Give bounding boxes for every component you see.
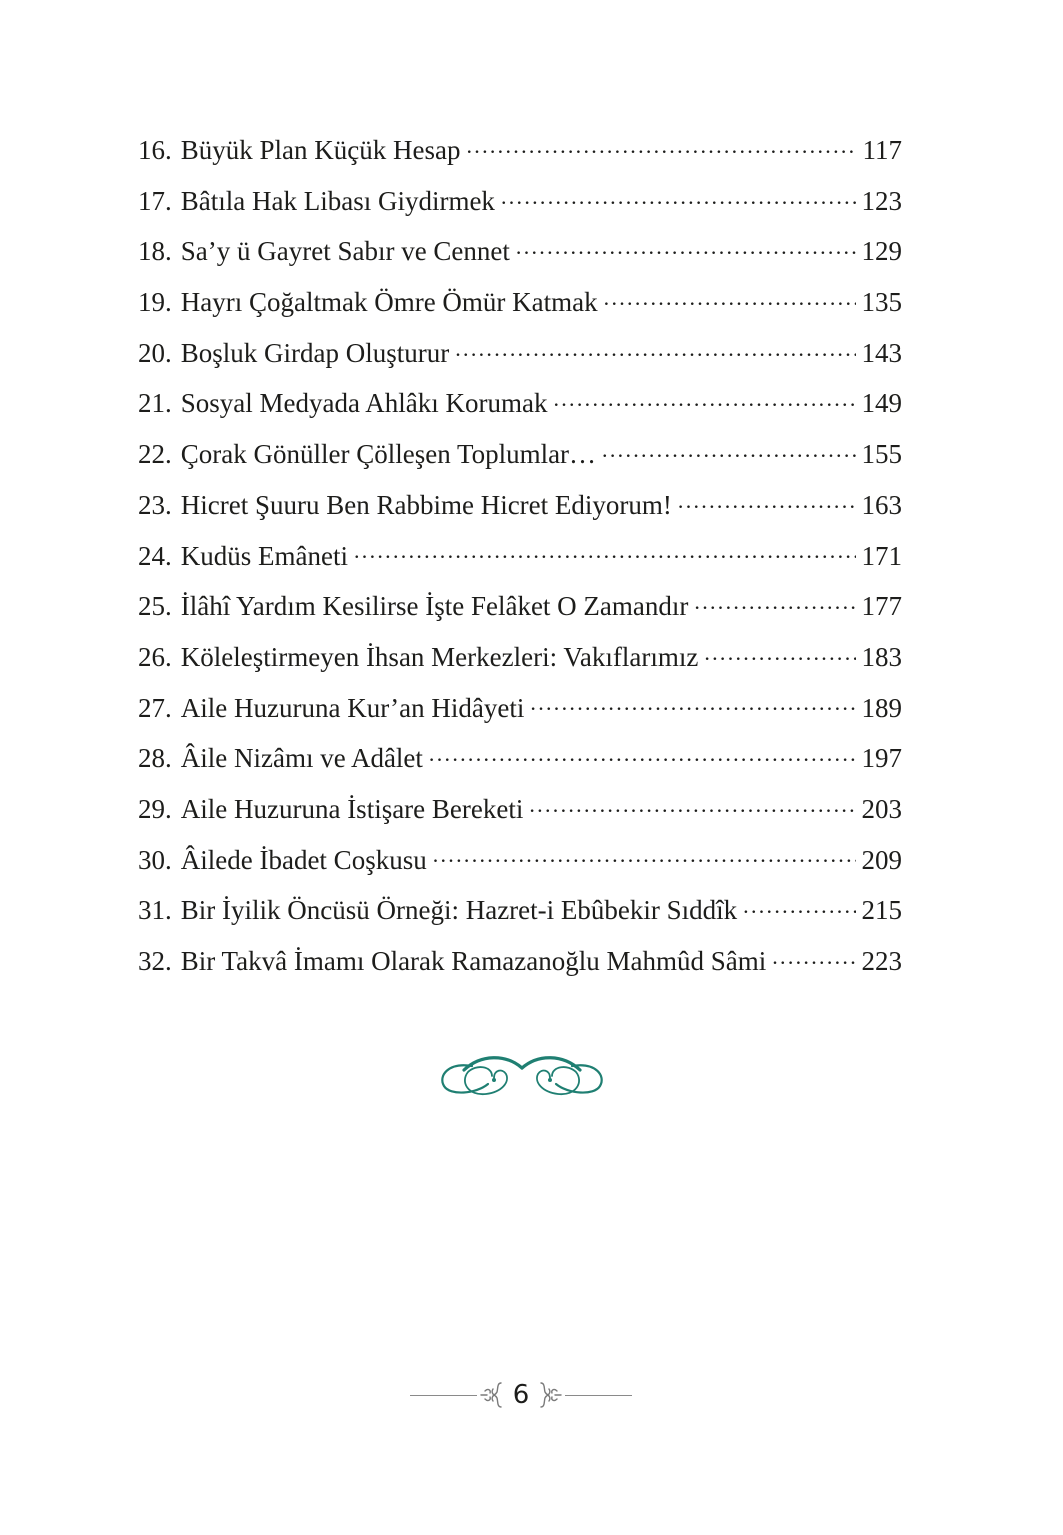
toc-entry[interactable]	[138, 128, 902, 179]
toc-entry-title: Bâtıla Hak Libası Giydirmek	[180, 185, 495, 216]
toc-entry-title: Aile Huzuruna İstişare Bereketi	[180, 793, 524, 824]
toc-entry[interactable]	[138, 787, 902, 838]
toc-entry-number: 18.	[138, 236, 172, 267]
dot-leader	[553, 385, 856, 412]
toc-entry-title: Âilede İbadet Coşkusu	[180, 844, 427, 875]
toc-entry-title: Bir İyilik Öncüsü Örneği: Hazret-i Ebûbekir Sıddîk	[180, 895, 738, 926]
bracket-flourish-right-icon	[537, 1380, 563, 1410]
dot-leader	[429, 740, 856, 767]
page-number: 6	[512, 1380, 530, 1410]
dot-leader	[694, 588, 856, 615]
toc-entry-number: 25.	[138, 591, 172, 622]
toc-entry-number: 26.	[138, 641, 172, 672]
toc-entry-number: 27.	[138, 692, 172, 723]
toc-entry-title: Âile Nizâmı ve Adâlet	[180, 743, 423, 774]
dot-leader	[743, 892, 856, 919]
toc-entry-title: Aile Huzuruna Kur’an Hidâyeti	[180, 692, 525, 723]
toc-entry[interactable]	[138, 381, 902, 432]
toc-entry-title: Boşluk Girdap Oluşturur	[180, 337, 450, 368]
dot-leader	[772, 943, 856, 970]
toc-entry[interactable]	[138, 483, 902, 534]
dot-leader	[604, 284, 856, 311]
toc-entry-title: Bir Takvâ İmamı Olarak Ramazanoğlu Mahmûd Sâmi	[180, 946, 767, 976]
bracket-flourish-left-icon	[479, 1380, 505, 1410]
footer-divider-left	[410, 1395, 477, 1396]
toc-entry-number: 31.	[138, 895, 172, 926]
toc-entry-page: 155	[861, 439, 902, 470]
toc-entry-page: 143	[861, 337, 902, 368]
toc-entry-page: 171	[861, 540, 902, 571]
toc-entry-page: 123	[861, 185, 902, 216]
dot-leader	[466, 132, 856, 159]
toc-entry-page: 209	[861, 844, 902, 875]
dot-leader	[354, 538, 856, 565]
toc-entry-page: 203	[861, 793, 902, 824]
dot-leader	[704, 639, 856, 666]
toc-entry-page: 117	[862, 135, 902, 165]
dot-leader	[602, 436, 856, 463]
toc-entry-number: 30.	[138, 844, 172, 875]
toc-entry-page: 189	[861, 692, 902, 723]
toc-entry-title: Hayrı Çoğaltmak Ömre Ömür Katmak	[180, 287, 598, 318]
dot-leader	[455, 335, 856, 362]
toc-entry-title: Köleleştirmeyen İhsan Merkezleri: Vakıflarımız	[180, 641, 699, 672]
toc-entry-title: Sosyal Medyada Ahlâkı Korumak	[180, 388, 548, 419]
toc-entry[interactable]	[138, 888, 902, 939]
footer-divider-right	[565, 1395, 632, 1396]
toc-entry-title: İlâhî Yardım Kesilirse İşte Felâket O Zamandır	[180, 591, 689, 622]
toc-entry-title: Büyük Plan Küçük Hesap	[180, 135, 461, 165]
toc-entry[interactable]	[138, 686, 902, 737]
toc-entry[interactable]	[138, 179, 902, 230]
toc-entry[interactable]	[138, 280, 902, 331]
dot-leader	[516, 233, 856, 260]
toc-entry-number: 21.	[138, 388, 172, 419]
page-footer	[410, 1375, 632, 1415]
toc-entry-title: Hicret Şuuru Ben Rabbime Hicret Ediyorum!	[180, 489, 672, 520]
toc-entry[interactable]	[138, 635, 902, 686]
toc-entry[interactable]	[138, 584, 902, 635]
dot-leader	[530, 690, 856, 717]
toc-entry-page: 215	[861, 895, 902, 926]
toc-entry-number: 23.	[138, 489, 172, 520]
toc-entry-number: 20.	[138, 337, 172, 368]
toc-entry-title: Çorak Gönüller Çölleşen Toplumlar…	[180, 439, 597, 470]
toc-entry-number: 17.	[138, 185, 172, 216]
toc-entry[interactable]	[138, 736, 902, 787]
table-of-contents	[138, 128, 902, 990]
toc-entry[interactable]	[138, 432, 902, 483]
toc-entry[interactable]	[138, 939, 902, 990]
dot-leader	[501, 183, 856, 210]
toc-entry-number: 16.	[138, 135, 172, 165]
toc-entry-title: Sa’y ü Gayret Sabır ve Cennet	[180, 236, 510, 267]
toc-entry-page: 135	[861, 287, 902, 318]
toc-entry-number: 29.	[138, 793, 172, 824]
toc-entry-page: 223	[861, 946, 902, 976]
scroll-flourish-icon	[436, 1052, 608, 1100]
toc-entry-number: 19.	[138, 287, 172, 318]
toc-entry-number: 24.	[138, 540, 172, 571]
toc-entry[interactable]	[138, 838, 902, 889]
dot-leader	[678, 487, 856, 514]
dot-leader	[529, 791, 856, 818]
toc-entry-page: 163	[861, 489, 902, 520]
toc-entry-number: 22.	[138, 439, 172, 470]
toc-entry-page: 197	[861, 743, 902, 774]
toc-entry-page: 183	[861, 641, 902, 672]
toc-entry-number: 32.	[138, 946, 172, 976]
toc-entry-page: 129	[861, 236, 902, 267]
toc-entry-page: 149	[861, 388, 902, 419]
toc-entry[interactable]	[138, 229, 902, 280]
toc-entry-number: 28.	[138, 743, 172, 774]
toc-entry[interactable]	[138, 534, 902, 585]
toc-entry-title: Kudüs Emâneti	[180, 540, 348, 571]
toc-entry[interactable]	[138, 331, 902, 382]
toc-entry-page: 177	[861, 591, 902, 622]
dot-leader	[433, 842, 856, 869]
